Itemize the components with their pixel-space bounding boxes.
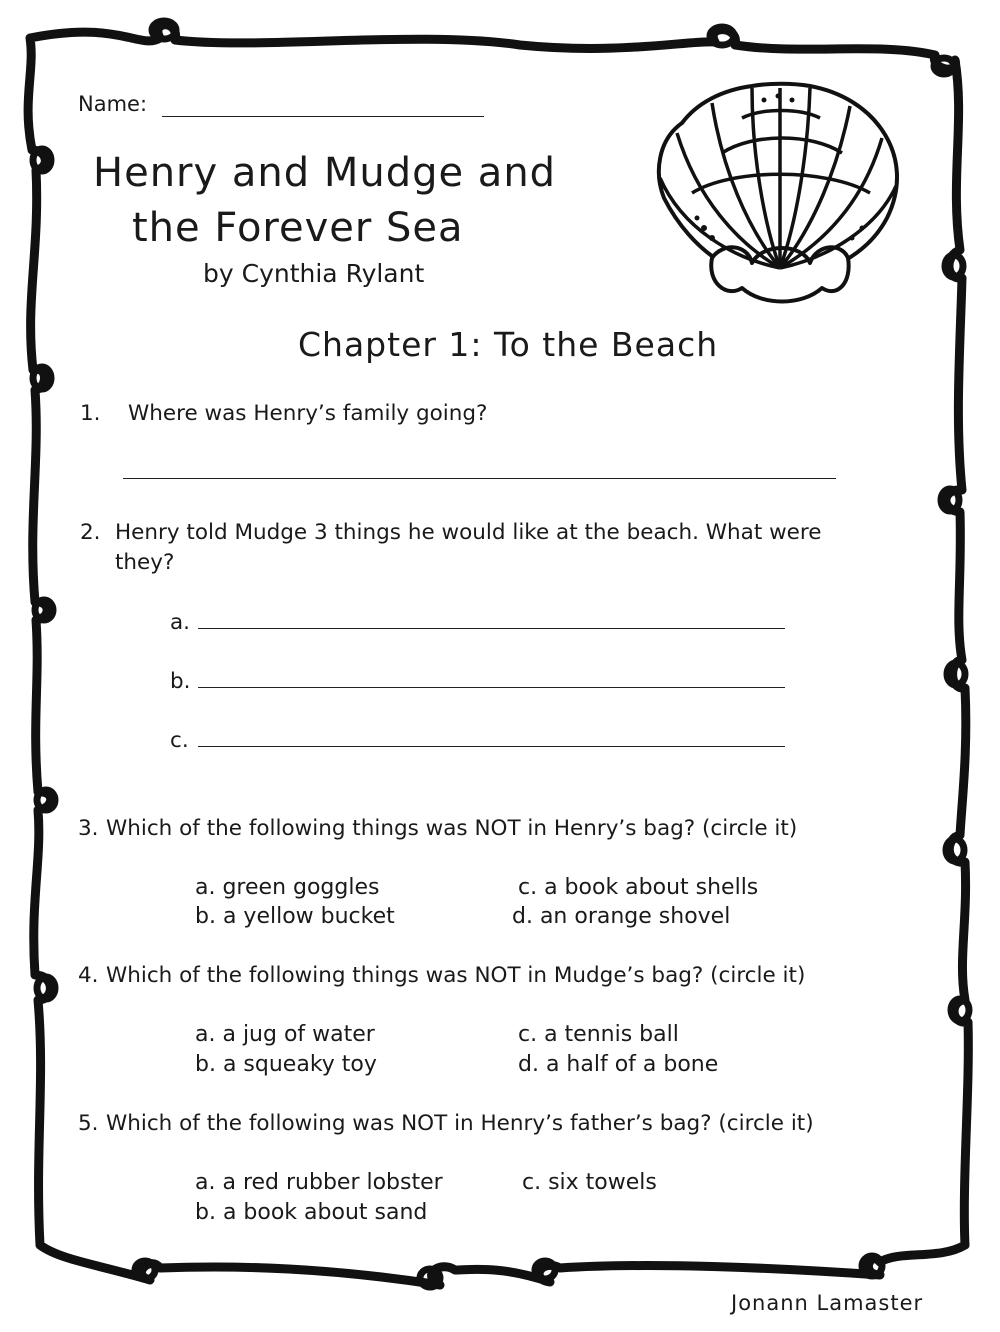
q5-option-a[interactable]: a. a red rubber lobster [195, 1170, 443, 1195]
title-line-1: Henry and Mudge and [93, 150, 557, 196]
q5-option-b[interactable]: b. a book about sand [195, 1200, 428, 1225]
q2-blank-b-label: b. [170, 669, 191, 694]
q2-blank-a-label: a. [170, 610, 191, 635]
q4-number: 4. [78, 963, 99, 988]
q2-number: 2. [80, 520, 101, 545]
q5-text: Which of the following was NOT in Henry’s father’s bag? (circle it) [106, 1111, 814, 1136]
q3-option-c[interactable]: c. a book about shells [518, 875, 759, 900]
q5-option-c[interactable]: c. six towels [522, 1170, 657, 1195]
q3-text: Which of the following things was NOT in Henry’s bag? (circle it) [106, 816, 798, 841]
q4-option-d[interactable]: d. a half of a bone [518, 1052, 719, 1077]
name-answer-line[interactable] [162, 116, 484, 117]
q1-text: Where was Henry’s family going? [128, 401, 488, 426]
q1-answer-line[interactable] [123, 478, 836, 479]
name-label: Name: [78, 92, 148, 116]
q4-text: Which of the following things was NOT in Mudge’s bag? (circle it) [106, 963, 806, 988]
q4-option-a[interactable]: a. a jug of water [195, 1022, 375, 1047]
q3-option-b[interactable]: b. a yellow bucket [195, 904, 395, 929]
q3-option-a[interactable]: a. green goggles [195, 875, 380, 900]
q2-answer-line-a[interactable] [198, 628, 785, 629]
title-line-2: the Forever Sea [132, 205, 464, 251]
seashell-icon [652, 78, 908, 308]
q2-text-line-1: Henry told Mudge 3 things he would like at the beach. What were [115, 520, 822, 545]
q2-answer-line-c[interactable] [198, 746, 785, 747]
q2-blank-c-label: c. [170, 728, 189, 753]
chapter-heading: Chapter 1: To the Beach [298, 325, 719, 364]
q3-number: 3. [78, 816, 99, 841]
q5-number: 5. [78, 1111, 99, 1136]
author-credit: by Cynthia Rylant [203, 259, 425, 288]
q1-number: 1. [80, 401, 101, 426]
author-signature: Jonann Lamaster [731, 1291, 924, 1315]
q4-option-c[interactable]: c. a tennis ball [518, 1022, 679, 1047]
q2-text-line-2: they? [115, 550, 175, 575]
q3-option-d[interactable]: d. an orange shovel [512, 904, 731, 929]
q4-option-b[interactable]: b. a squeaky toy [195, 1052, 377, 1077]
q2-answer-line-b[interactable] [198, 687, 785, 688]
